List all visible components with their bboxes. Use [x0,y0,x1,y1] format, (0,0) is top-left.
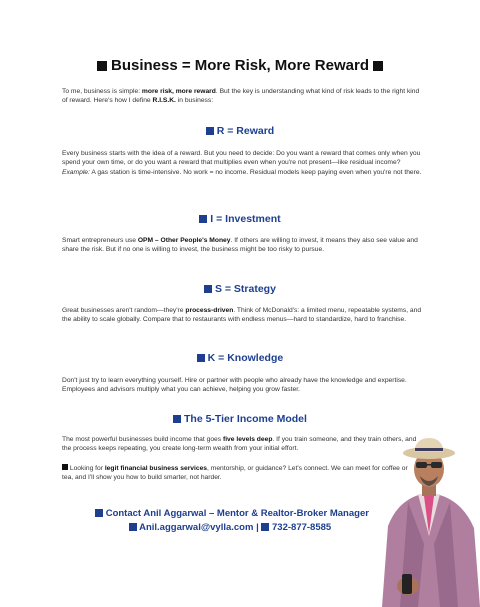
strategy-paragraph [62,306,422,325]
intro-text: . But the key is understanding what kind of risk leads to the right kind of reward. Here's how I define [62,88,420,105]
cta-paragraph [62,464,410,483]
square-bullet-icon [204,285,212,293]
section-heading-reward [0,125,480,137]
cta-text: Looking for [68,465,105,472]
intro-paragraph [62,87,422,106]
investment-text: Smart entrepreneurs use [62,237,138,244]
square-bullet-icon [95,509,103,517]
square-bullet-icon [373,61,383,71]
intro-text: To me, business is simple: [62,88,142,95]
square-bullet-icon [199,215,207,223]
page-title [0,57,480,74]
heading-text: I = Investment [210,213,281,225]
portrait-photo [378,436,480,607]
knowledge-text: Don't just try to learn everything yourself. Hire or partner with people who already have the knowledge and expertise. Employees and advisors multiply what you can achieve, helping you grow faster. [62,377,407,394]
reward-paragraph [62,149,422,177]
section-heading-income-model [0,413,480,425]
strategy-text: Great businesses aren't random—they're [62,307,186,314]
income-text: . If you train someone, and they train others, and the process keeps repeating, you create long-term wealth from your initial effort. [62,436,417,453]
income-model-paragraph [62,435,422,454]
intro-bold: R.I.S.K. [152,97,176,105]
income-text: The most powerful businesses build income that goes [62,436,223,443]
investment-bold: OPM – Other People's Money [137,237,231,244]
investment-paragraph [62,236,422,255]
contact-name: Contact Anil Aggarwal – Mentor & Realtor-Broker Manager [105,508,369,519]
heading-text: K = Knowledge [207,352,284,364]
intro-text: in business: [175,97,214,105]
section-heading-knowledge [0,352,480,364]
heading-text: R = Reward [216,125,275,137]
intro-bold: more risk, more reward [141,88,216,95]
square-bullet-icon [173,415,181,423]
email-link[interactable]: Anil.aggarwal@vylla.com [139,522,254,533]
section-heading-investment [0,213,480,225]
square-bullet-icon [97,61,107,71]
strategy-bold: process-driven [185,307,234,314]
separator: | [253,522,262,533]
section-heading-strategy [0,283,480,295]
knowledge-paragraph [62,376,422,395]
square-bullet-icon [129,523,137,531]
square-bullet-icon [206,127,214,135]
example-label: Example: [62,168,90,176]
investment-text: . If others are willing to invest, it means they also see value and share the risk. But if no one is willing to invest, the business might be too risky to pursue. [62,237,418,254]
reward-text: Every business starts with the idea of a reward. But you need to decide: Do you want a reward that comes only when you spend your own time, or do you want a reward that multiplies even when you're not present—like residual income? [62,150,421,167]
cta-bold: legit financial business services [104,465,208,472]
square-bullet-icon [197,354,205,362]
heading-text: The 5-Tier Income Model [184,413,307,425]
income-bold: five levels deep [222,436,273,443]
phone-link[interactable]: 732-877-8585 [272,522,332,533]
heading-text: S = Strategy [214,283,276,295]
strategy-text: . Think of McDonald's: a limited menu, repeatable systems, and the ability to scale globally. Compare that to restaurants with endless menus—hard to standardize, hard to franchise. [62,307,422,324]
cta-text: , mentorship, or guidance? Let's connect. We can meet for coffee or tea, and I'll show you how to build smarter, not harder. [62,465,408,482]
example-text: A gas station is time-intensive. No work = no income. Residual models keep paying even when you're not there. [89,168,422,176]
square-bullet-icon [261,523,269,531]
title-text: Business = More Risk, More Reward [110,57,369,74]
